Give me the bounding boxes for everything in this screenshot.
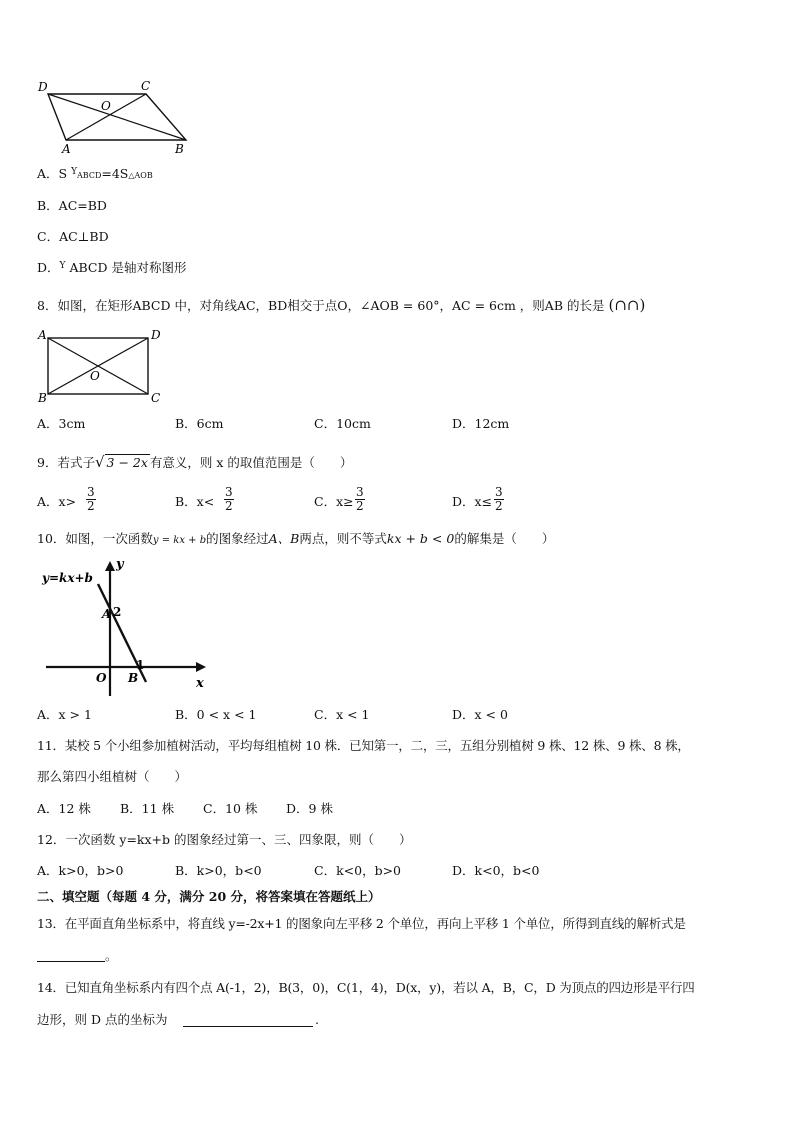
q12-stem: 12．一次函数 y=kx+b 的图象经过第一、三、四象限，则（ ） [37, 832, 412, 847]
q11-option-d: D．9 株 [286, 801, 333, 816]
vertex-a-label: A [62, 142, 71, 156]
q12-option-a: A．k>0，b>0 [37, 863, 124, 878]
y-axis-label: y [116, 557, 124, 572]
x-axis-label: x [196, 676, 204, 691]
q9-frac-num: 3 [495, 485, 503, 499]
vertex-a-label: A [38, 328, 47, 342]
q11-option-b: B．11 株 [120, 801, 175, 816]
point-a-label: A [102, 607, 112, 621]
vertex-d-label: D [38, 80, 48, 94]
linear-function-graph [36, 556, 216, 702]
q10-stem [37, 533, 554, 546]
q9-option-c-fraction [355, 486, 365, 512]
q7-option-d-text: ABCD 是轴对称图形 [69, 260, 187, 275]
q12-option-c: C．k<0，b>0 [314, 863, 401, 878]
q11-line1: 11．某校 5 个小组参加植树活动，平均每组植树 10 株．已知第一，二，三，五组分别植树 9 株、12 株、9 株、8 株， [37, 738, 690, 753]
q9-stem [37, 455, 352, 470]
q9-option-a-fraction [86, 486, 96, 512]
q8-stem [37, 298, 645, 313]
q10-option-d: D．x < 0 [452, 707, 508, 722]
q10-option-c: C．x < 1 [314, 707, 370, 722]
q7-option-a-mid: =4S [101, 166, 129, 181]
q11-option-a: A．12 株 [37, 801, 91, 816]
q9-option-d-fraction [494, 486, 504, 512]
q9-frac-den: 2 [495, 498, 503, 513]
parallelogram-figure [34, 78, 194, 158]
q9-frac-num: 3 [225, 485, 233, 499]
q13-answer-blank[interactable] [37, 961, 105, 962]
q9-radical: 3 − 2x [106, 455, 148, 470]
q10-func: y = kx + b [152, 535, 207, 546]
q8-option-b: B．6cm [175, 416, 224, 431]
vertex-d-label: D [151, 328, 161, 342]
q7-option-a-sub: ABCD [77, 171, 102, 180]
q9-option-b-fraction [224, 486, 234, 512]
parallelogram-symbol: Y [71, 167, 78, 177]
q14-end: . [315, 1012, 319, 1027]
q10-stem-mid2: 两点，则不等式 [299, 531, 387, 546]
q9-stem-suffix: 有意义，则 x 的取值范围是（ ） [149, 455, 353, 470]
q10-points: A、B [268, 531, 300, 546]
vertex-c-label: C [151, 391, 161, 404]
vertex-b-label: B [175, 142, 184, 156]
q10-stem-prefix: 10．如图，一次函数 [37, 531, 153, 546]
q11-option-c: C．10 株 [203, 801, 258, 816]
rectangle-figure [34, 328, 164, 404]
q8-paren: (∩∩) [608, 296, 646, 314]
q14-answer-blank[interactable] [183, 1026, 313, 1027]
q8-stem-text: 8．如图，在矩形ABCD 中，对角线AC，BD相交于点O，∠AOB = 60°，AC = 6cm ，则AB 的长是 [37, 298, 605, 313]
q10-stem-suffix: 的解集是（ ） [454, 531, 555, 546]
q9-frac-den: 2 [356, 498, 364, 513]
q9-option-a: A．x> [37, 494, 77, 509]
q7-option-c: C．AC⊥BD [37, 229, 109, 244]
q9-option-c: C．x≥ [314, 494, 354, 509]
q11-line2: 那么第四小组植树（ ） [37, 769, 188, 784]
q9-option-b: B．x< [175, 494, 215, 509]
line-equation-label: y=kx+b [42, 571, 93, 585]
q8-option-d: D．12cm [452, 416, 510, 431]
q14-line1: 14．已知直角坐标系内有四个点 A(-1，2)，B(3，0)，C(1，4)，D(x，y)，若以 A，B，C，D 为顶点的四边形是平行四 [37, 980, 695, 995]
q9-stem-prefix: 9．若式子 [37, 455, 95, 470]
point-b-label: B [128, 671, 139, 685]
q10-stem-mid: 的图象经过 [206, 531, 269, 546]
q13-end: 。 [105, 948, 118, 963]
center-o-label: O [101, 99, 111, 113]
q9-frac-den: 2 [225, 498, 233, 513]
x-intercept-label: 1 [136, 658, 145, 672]
q10-option-b: B．0 < x < 1 [175, 707, 257, 722]
q9-option-d: D．x≤ [452, 494, 493, 509]
q8-option-c: C．10cm [314, 416, 371, 431]
q9-frac-num: 3 [356, 485, 364, 499]
origin-label: O [96, 671, 107, 685]
q7-option-a-prefix: A．S [37, 166, 68, 181]
vertex-b-label: B [38, 391, 47, 404]
q7-option-d [37, 262, 186, 275]
q7-option-a [37, 168, 153, 181]
q10-inequality: kx + b < 0 [386, 531, 455, 546]
q12-option-d: D．k<0，b<0 [452, 863, 540, 878]
y-intercept-label: 2 [113, 605, 122, 619]
section-title: 二、填空题（每题 4 分，满分 20 分，将答案填在答题纸上） [37, 889, 381, 904]
q7-option-d-prefix: D． [37, 260, 60, 275]
q7-option-a-sub2: △AOB [128, 171, 153, 180]
q7-option-b: B．AC=BD [37, 198, 107, 213]
q13-line1: 13．在平面直角坐标系中，将直线 y=-2x+1 的图象向左平移 2 个单位，再向上平移 1 个单位，所得到直线的解析式是 [37, 916, 686, 931]
vertex-c-label: C [141, 79, 151, 93]
parallelogram-symbol: Y [59, 261, 66, 271]
q9-frac-den: 2 [87, 498, 95, 513]
q12-option-b: B．k>0，b<0 [175, 863, 262, 878]
center-o-label: O [90, 369, 100, 383]
q8-option-a: A．3cm [37, 416, 86, 431]
q14-line2-prefix: 边形，则 D 点的坐标为 [37, 1012, 168, 1027]
q9-frac-num: 3 [87, 485, 95, 499]
q10-option-a: A．x > 1 [37, 707, 92, 722]
sqrt-icon: √ [94, 453, 105, 471]
